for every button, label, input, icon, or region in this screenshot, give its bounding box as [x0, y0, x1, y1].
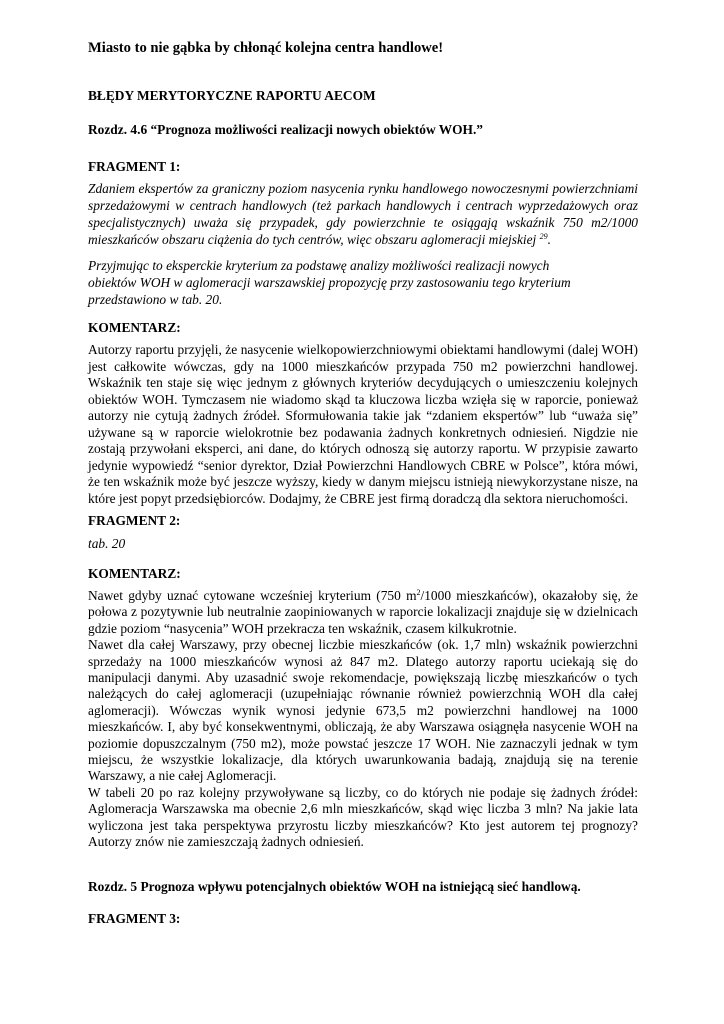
komentarz-2-label: KOMENTARZ:: [88, 566, 181, 581]
fragment-1-quote-2: Przyjmując to eksperckie kryterium za podstawę analizy możliwości realizacji nowych obiektów WOH w aglomeracji warszawskiej propozycję przy zastosowaniu tego kryterium przedstawiono w tab. 20.: [88, 258, 571, 307]
komentarz-2-p1-text-a: Nawet gdyby uznać cytowane wcześniej kryterium (750 m: [88, 588, 417, 603]
komentarz-1-text: Autorzy raportu przyjęli, że nasycenie wielkopowierzchniowymi obiektami handlowymi (dalej WOH) jest całkowite wówczas, gdy na 1000 mieszkańców przypada 750 m2 powierzchni handlowej. Wskaźnik ten staje się więc jednym z głównych kryteriów decydujących o umieszczeniu kolejnych obiektów WOH. Tymczasem nie wiadomo skąd ta kluczowa liczba wzięła się w raporcie, ponieważ autorzy nie cytują żadnych źródeł. Sformułowania takie jak “zdaniem ekspertów” lub “uważa się” używane są w raporcie wielokrotnie bez podawania żadnych konkretnych odniesień. Nigdzie nie zostają przywołani eksperci, ani dane, do których odnoszą się autorzy raportu. W przypisie zawarto jedynie wypowiedź “senior dyrektor, Dział Powierzchni Handlowych CBRE w Polsce”, która mówi, że ten wskaźnik może być jeszcze wyższy, kiedy w danym miejscu istnieją niewykorzystane nisze, na które jest popyt przedsiębiorców. Dodajmy, że CBRE jest firmą doradczą dla sektora nieruchomości.: [88, 342, 638, 506]
chapter-heading-5: Rozdz. 5 Prognoza wpływu potencjalnych obiektów WOH na istniejącą sieć handlową.: [88, 879, 581, 894]
komentarz-2-paragraph-2: Nawet dla całej Warszawy, przy obecnej liczbie mieszkańców (ok. 1,7 mln) wskaźnik powierzchni sprzedaży na 1000 mieszkańców wynosi aż 847 m2. Dlatego autorzy raportu uciekają się do manipulacji danymi. Aby uzasadnić swoje rekomendacje, powiększają liczbę mieszkańców o tych należących do całej aglomeracji (uzupełniając równanie również powierzchnią WOH dla całej aglomeracji). Wówczas wynik wynosi jedynie 673,5 m2 powierzchni handlowej na 1000 mieszkańców. I, aby być konsekwentnymi, obliczają, że aby Warszawa osiągnęła nasycenie WOH na poziomie dopuszczalnym (750 m2), może powstać jeszcze 17 WOH. Nie zaznaczyli jednak w tym miejscu, że wszystkie lokalizacje, dla których uwarunkowania badają, znajdują się na terenie Warszawy, a nie całej Aglomeracji.: [88, 637, 638, 784]
fragment-2-label: FRAGMENT 2:: [88, 513, 181, 528]
komentarz-2-body: [88, 588, 638, 851]
section-title: BŁĘDY MERYTORYCZNE RAPORTU AECOM: [88, 88, 376, 103]
document-title: Miasto to nie gąbka by chłonąć kolejna centra handlowe!: [88, 40, 444, 56]
fragment-2-text: tab. 20: [88, 536, 126, 551]
fragment-3-label: FRAGMENT 3:: [88, 911, 181, 926]
komentarz-2-p1-text-b: /1000 mieszkańców), okazałoby się, że połowa z pozytywnie lub neutralnie zaopiniowanych w raporcie lokalizacji znajduje się w dzielnicach gdzie poziom “nasycenia” WOH przekracza ten wskaźnik, czasem kilkukrotnie.: [88, 588, 638, 636]
superscript-2: 2: [416, 588, 421, 597]
fragment-1-quote-end: .: [547, 232, 551, 247]
fragment-1-quote-text: Zdaniem ekspertów za graniczny poziom nasycenia rynku handlowego nowoczesnymi powierzchniami sprzedażowymi w centrach handlowych (też parkach handlowych i centrach wyprzedażowych oraz specjalistycznych) uważa się przypadek, gdy powierzchnie te osiągają wskaźnik 750 m2/1000 mieszkańców obszaru ciążenia do tych centrów, więc obszaru aglomeracji miejskiej: [88, 181, 638, 247]
footnote-ref: 29: [539, 232, 548, 241]
komentarz-1-label: KOMENTARZ:: [88, 320, 181, 335]
fragment-1-label: FRAGMENT 1:: [88, 159, 181, 174]
komentarz-2-paragraph-1: [88, 588, 638, 637]
chapter-heading-4-6: Rozdz. 4.6 “Prognoza możliwości realizacji nowych obiektów WOH.”: [88, 122, 483, 137]
komentarz-2-paragraph-3: W tabeli 20 po raz kolejny przywoływane są liczby, co do których nie podaje się żadnych źródeł: Aglomeracja Warszawska ma obecnie 2,6 mln mieszkańców, skąd więc liczba 3 mln? Na jakie lata wyliczona jest taka perspektywa przyrostu liczby mieszkańców? Kto jest autorem tej prognozy? Autorzy znów nie zamieszczają żadnych odniesień.: [88, 784, 638, 850]
fragment-1-quote: [88, 180, 638, 248]
